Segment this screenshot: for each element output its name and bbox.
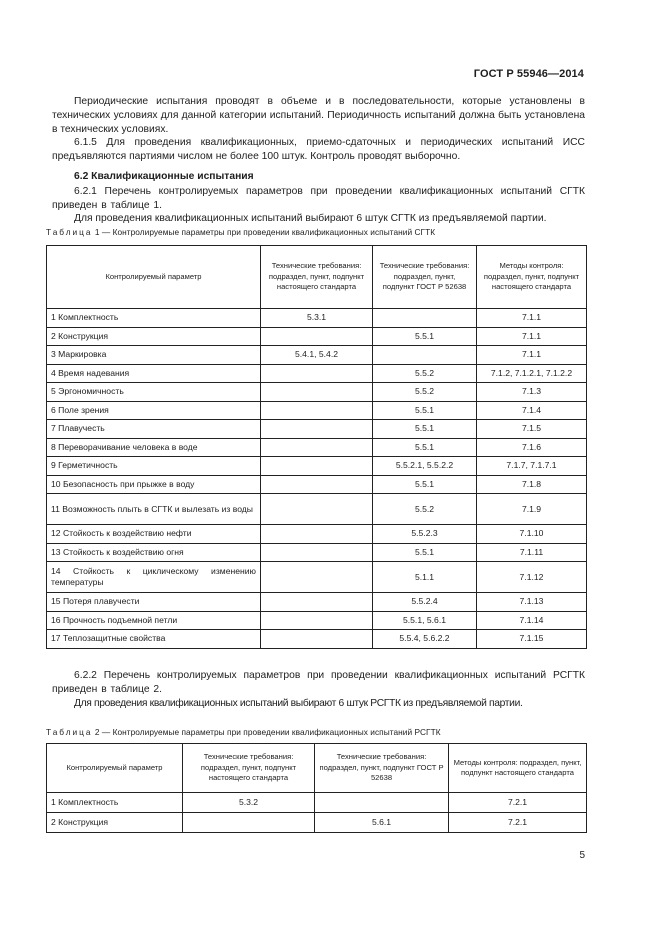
clause-cell: [261, 630, 373, 649]
clause-cell: 7.1.1: [477, 327, 587, 346]
clause-cell: [261, 525, 373, 544]
parameter-cell: 1 Комплектность: [47, 309, 261, 328]
clause-cell: 5.5.2.1, 5.5.2.2: [373, 457, 477, 476]
parameter-cell: 14 Стойкость к циклическому изменению температуры: [47, 562, 261, 593]
paragraph-sample-size-1: Для проведения квалификационных испытаний выбирают 6 штук СГТК из предъявляемой партии.: [74, 213, 547, 225]
clause-cell: 7.1.15: [477, 630, 587, 649]
clause-cell: 7.1.1: [477, 346, 587, 365]
parameter-cell: 1 Комплектность: [47, 793, 183, 813]
parameter-cell: 11 Возможность плыть в СГТК и вылезать из воды: [47, 494, 261, 525]
clause-cell: [261, 383, 373, 402]
table2-header-requirements-gost: Технические требования: подраздел, пункт, подпункт ГОСТ Р 52638: [315, 744, 449, 793]
clause-cell: [261, 438, 373, 457]
table-row: [47, 793, 587, 813]
table-row: [47, 438, 587, 457]
clause-cell: 5.4.1, 5.4.2: [261, 346, 373, 365]
table-row: [47, 401, 587, 420]
parameter-cell: 9 Герметичность: [47, 457, 261, 476]
clause-cell: [373, 346, 477, 365]
parameter-cell: 17 Теплозащитные свойства: [47, 630, 261, 649]
clause-cell: 5.3.1: [261, 309, 373, 328]
table-row: [47, 383, 587, 402]
clause-cell: [315, 793, 449, 813]
clause-cell: 5.5.1: [373, 401, 477, 420]
clause-cell: 7.1.10: [477, 525, 587, 544]
table-row: [47, 813, 587, 833]
clause-cell: 5.5.2: [373, 364, 477, 383]
clause-cell: 7.1.9: [477, 494, 587, 525]
table1: [46, 245, 587, 649]
clause-cell: 7.1.11: [477, 543, 587, 562]
clause-cell: 7.1.14: [477, 611, 587, 630]
clause-cell: 5.5.1: [373, 438, 477, 457]
table-row: [47, 364, 587, 383]
text-block-bottom: [52, 669, 585, 710]
clause-cell: [373, 309, 477, 328]
table-row: [47, 309, 587, 328]
table1-caption: Таблица 1 — Контролируемые параметры при проведении квалификационных испытаний СГТК: [46, 227, 436, 237]
clause-cell: 7.1.5: [477, 420, 587, 439]
clause-cell: 7.1.1: [477, 309, 587, 328]
table-row: [47, 543, 587, 562]
table-row: [47, 327, 587, 346]
table-row: [47, 611, 587, 630]
table-row: [47, 525, 587, 544]
clause-cell: 7.1.2, 7.1.2.1, 7.1.2.2: [477, 364, 587, 383]
clause-cell: [261, 593, 373, 612]
clause-cell: 5.5.4, 5.6.2.2: [373, 630, 477, 649]
clause-cell: 5.1.1: [373, 562, 477, 593]
clause-cell: 5.6.1: [315, 813, 449, 833]
table2-header-requirements-standard: Технические требования: подраздел, пункт, подпункт настоящего стандарта: [183, 744, 315, 793]
clause-cell: 5.5.1: [373, 475, 477, 494]
table-row: [47, 630, 587, 649]
parameter-cell: 8 Переворачивание человека в воде: [47, 438, 261, 457]
clause-cell: [261, 327, 373, 346]
clause-cell: 5.5.1: [373, 327, 477, 346]
clause-cell: [261, 420, 373, 439]
clause-cell: [261, 401, 373, 420]
table-row: [47, 562, 587, 593]
table2-header-row: [47, 744, 587, 793]
paragraph-6-1-5: 6.1.5 Для проведения квалификационных, приемо-сдаточных и периодических испытаний ИСС предъявляются партиями числом не более 100 штук. Контроль проводят выборочно.: [52, 137, 585, 163]
table1-header-row: [47, 246, 587, 309]
clause-cell: 7.1.7, 7.1.7.1: [477, 457, 587, 476]
table1-header-requirements-standard: Технические требования: подраздел, пункт, подпункт настоящего стандарта: [261, 246, 373, 309]
table-row: [47, 593, 587, 612]
parameter-cell: 2 Конструкция: [47, 327, 261, 346]
parameter-cell: 13 Стойкость к воздействию огня: [47, 543, 261, 562]
table-row: [47, 475, 587, 494]
table1-header-requirements-gost: Технические требования: подраздел, пункт, подпункт ГОСТ Р 52638: [373, 246, 477, 309]
table-row: [47, 457, 587, 476]
parameter-cell: 12 Стойкость к воздействию нефти: [47, 525, 261, 544]
clause-cell: 7.1.8: [477, 475, 587, 494]
clause-cell: 5.5.1: [373, 543, 477, 562]
clause-cell: [261, 562, 373, 593]
parameter-cell: 3 Маркировка: [47, 346, 261, 365]
clause-cell: 5.5.1, 5.6.1: [373, 611, 477, 630]
paragraph-6-2-2: 6.2.2 Перечень контролируемых параметров при проведении квалификационных испытаний РСГТК приведен в таблице 2.: [52, 670, 585, 695]
table2-caption: Таблица 2 — Контролируемые параметры при проведении квалификационных испытаний РСГТК: [46, 727, 441, 737]
clause-cell: 5.5.2.3: [373, 525, 477, 544]
text-block-top: [52, 95, 585, 226]
clause-cell: 7.1.13: [477, 593, 587, 612]
parameter-cell: 5 Эргономичность: [47, 383, 261, 402]
clause-cell: 5.3.2: [183, 793, 315, 813]
clause-cell: 7.1.3: [477, 383, 587, 402]
clause-cell: 5.5.2.4: [373, 593, 477, 612]
clause-cell: [261, 543, 373, 562]
table1-header-methods: Методы контроля: подраздел, пункт, подпункт настоящего стандарта: [477, 246, 587, 309]
clause-cell: [261, 611, 373, 630]
paragraph-periodic-tests: Периодические испытания проводят в объеме и в последовательности, которые установлены в технических условиях для данной категории испытаний. Периодичность испытаний должна быть установлена в технических условиях.: [52, 96, 585, 135]
table-row: [47, 346, 587, 365]
parameter-cell: 4 Время надевания: [47, 364, 261, 383]
table1-header-parameter: Контролируемый параметр: [47, 246, 261, 309]
clause-cell: 7.2.1: [449, 813, 587, 833]
clause-cell: 5.5.1: [373, 420, 477, 439]
clause-cell: 7.1.4: [477, 401, 587, 420]
table2-header-parameter: Контролируемый параметр: [47, 744, 183, 793]
parameter-cell: 2 Конструкция: [47, 813, 183, 833]
clause-cell: 5.5.2: [373, 383, 477, 402]
table-row: [47, 420, 587, 439]
section-title-6-2: 6.2 Квалификационные испытания: [74, 170, 254, 182]
clause-cell: 7.1.6: [477, 438, 587, 457]
parameter-cell: 10 Безопасность при прыжке в воду: [47, 475, 261, 494]
table2-header-methods: Методы контроля: подраздел, пункт, подпункт настоящего стандарта: [449, 744, 587, 793]
parameter-cell: 6 Поле зрения: [47, 401, 261, 420]
clause-cell: [183, 813, 315, 833]
table-row: [47, 494, 587, 525]
page-number: 5: [579, 850, 585, 861]
clause-cell: 5.5.2: [373, 494, 477, 525]
clause-cell: 7.2.1: [449, 793, 587, 813]
standard-number: ГОСТ Р 55946—2014: [473, 68, 584, 80]
parameter-cell: 15 Потеря плавучести: [47, 593, 261, 612]
clause-cell: 7.1.12: [477, 562, 587, 593]
paragraph-sample-size-2: Для проведения квалификационных испытаний выбирают 6 штук РСГТК из предъявляемой партии.: [74, 697, 523, 709]
table2: [46, 743, 587, 833]
clause-cell: [261, 457, 373, 476]
parameter-cell: 16 Прочность подъемной петли: [47, 611, 261, 630]
clause-cell: [261, 494, 373, 525]
parameter-cell: 7 Плавучесть: [47, 420, 261, 439]
clause-cell: [261, 475, 373, 494]
clause-cell: [261, 364, 373, 383]
paragraph-6-2-1: 6.2.1 Перечень контролируемых параметров при проведении квалификационных испытаний СГТК приведен в таблице 1.: [52, 185, 585, 211]
